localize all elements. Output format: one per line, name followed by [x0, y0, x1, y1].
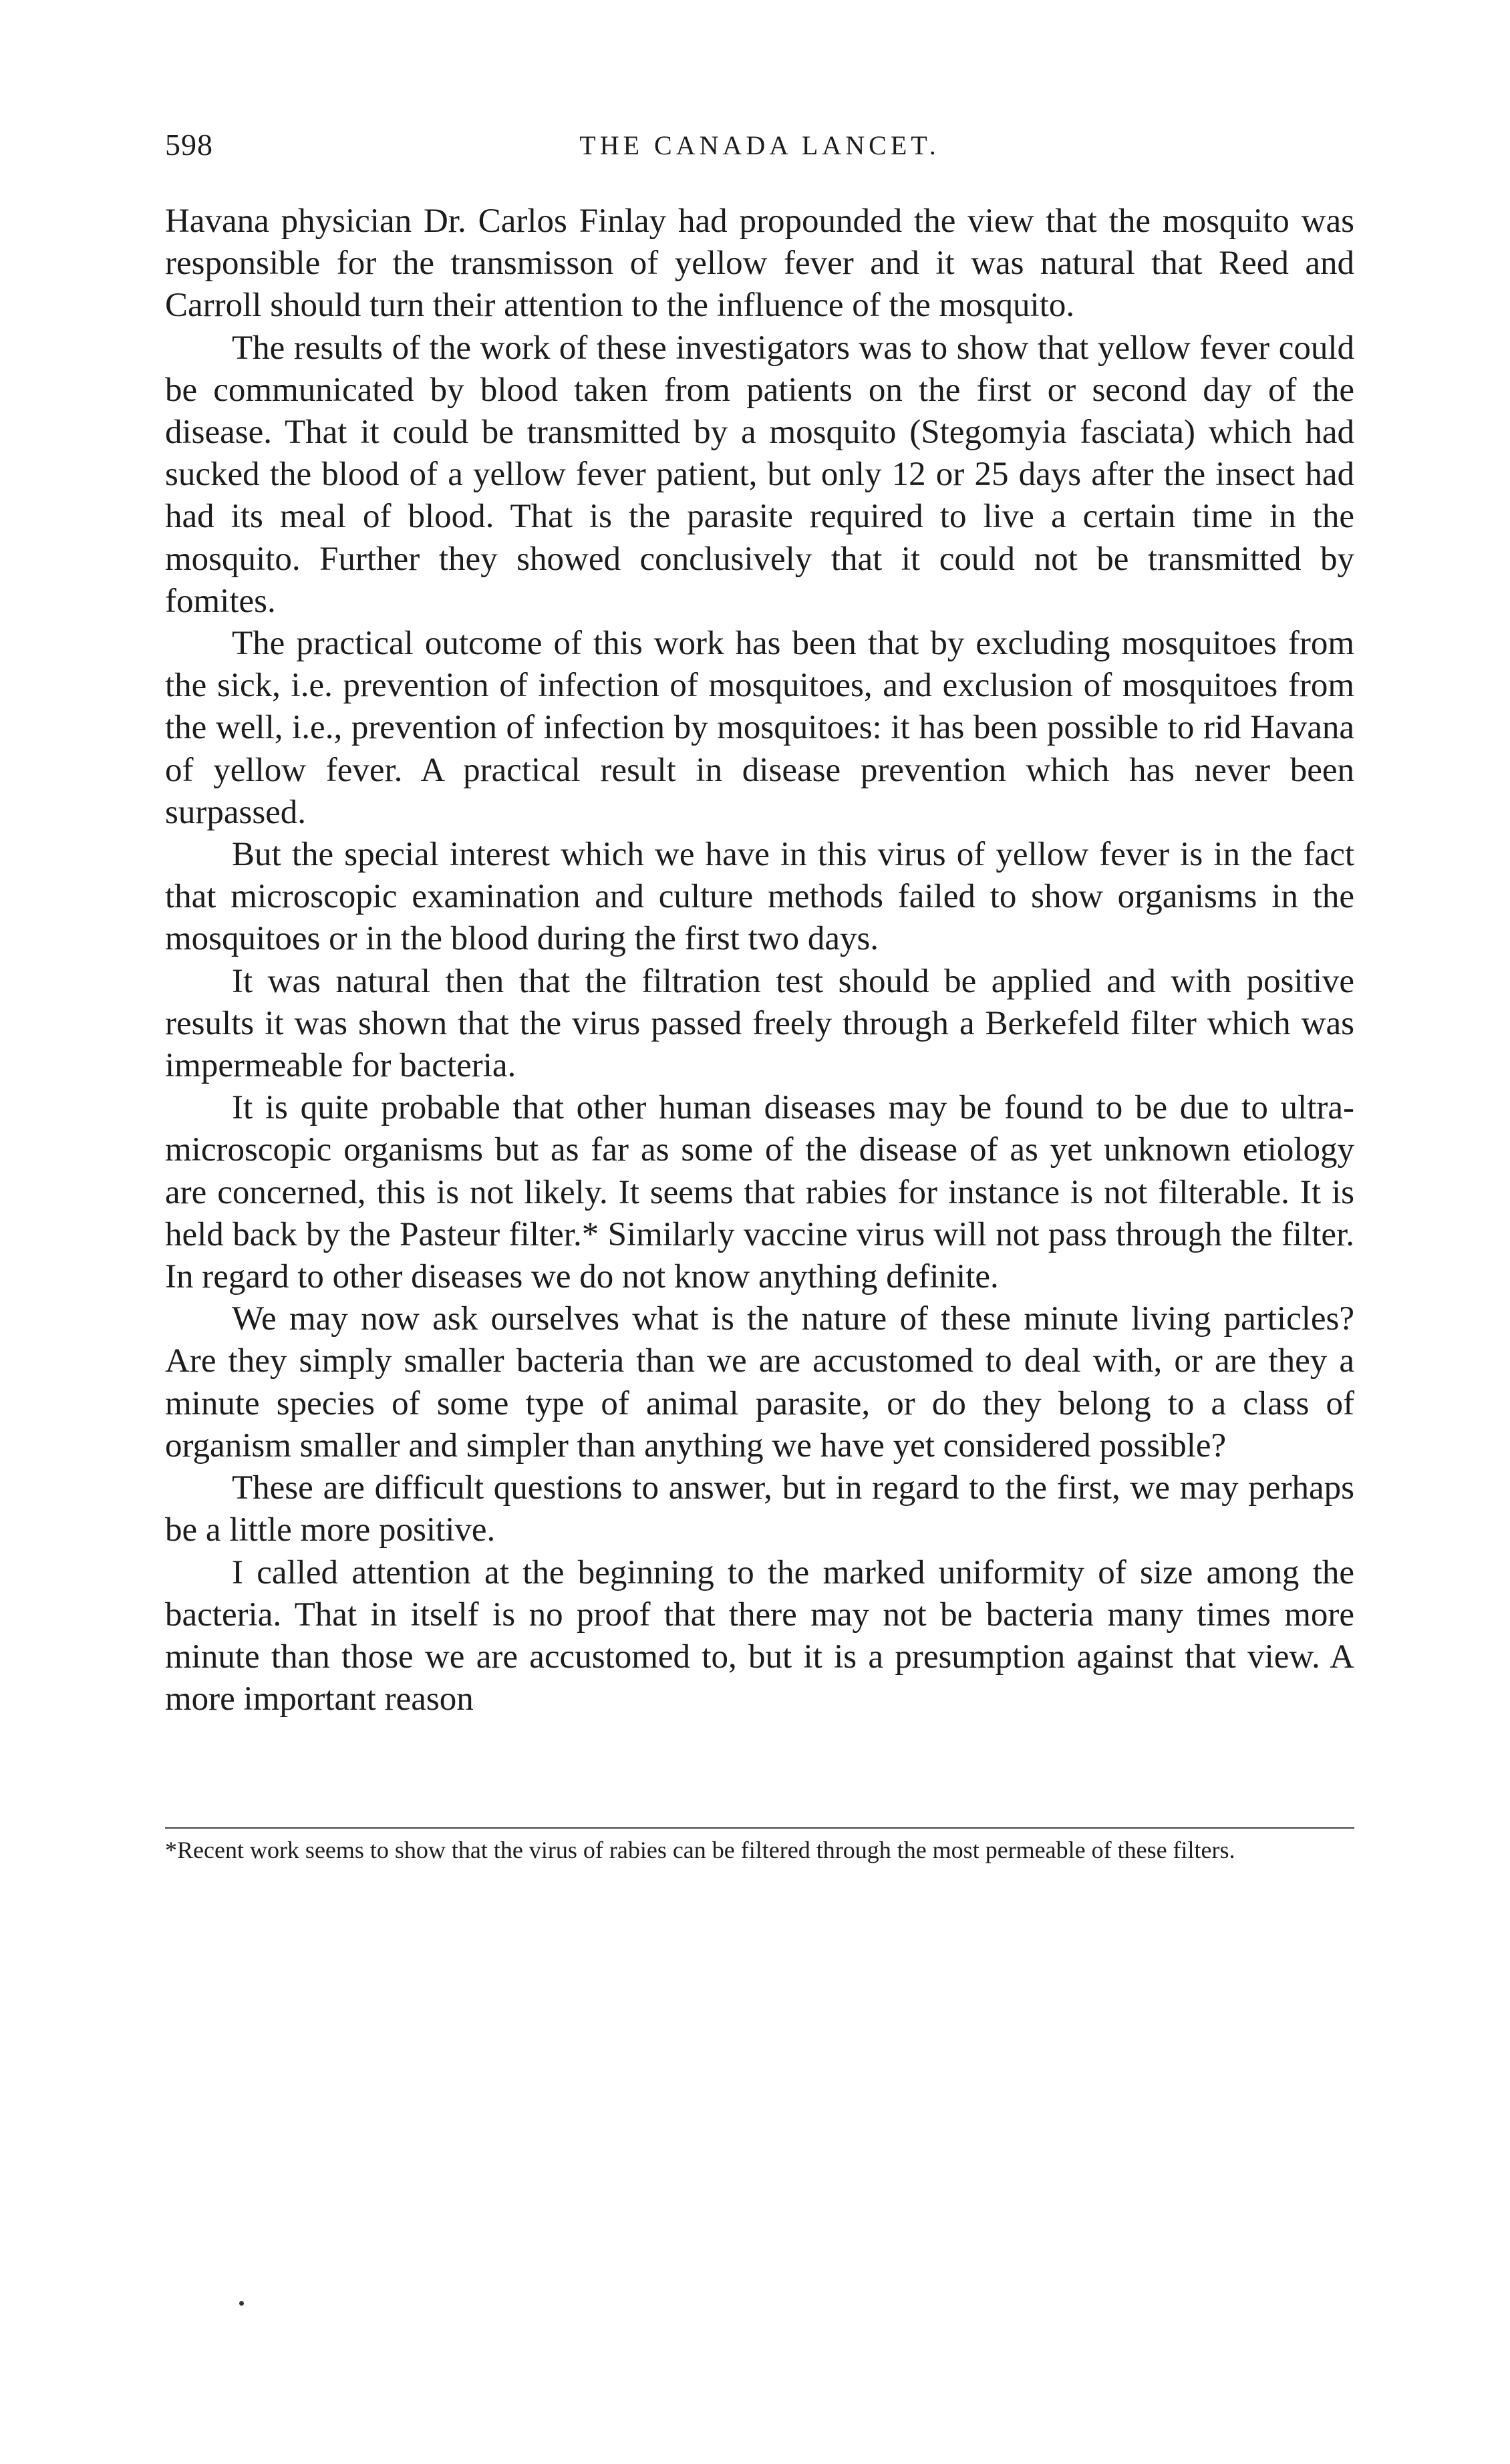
body-text [165, 200, 1354, 1720]
paragraph: These are difficult questions to answer, but in regard to the first, we may perhaps be a little more positive. [165, 1469, 1354, 1549]
ink-speck [239, 2301, 244, 2306]
footnote-rule [165, 1827, 1354, 1829]
page-number: 598 [165, 128, 213, 162]
running-head: THE CANADA LANCET. [579, 130, 940, 160]
footnote-text: Recent work seems to show that the virus of rabies can be filtered through the most permeable of these filters. [177, 1837, 1235, 1863]
paragraph: It was natural then that the filtration test should be applied and with positive results it was shown that the virus passed freely through a Berkefeld filter which was impermeable for bacteria. [165, 962, 1354, 1085]
paragraph: It is quite probable that other human diseases may be found to be due to ultra-microscopic organisms but as far as some of the disease of as yet unknown etiology are concerned, this is not likely. It seems that rabies for instance is not filterable. It is held back by the Pasteur filter.* Similarly vaccine virus will not pass through the filter. In regard to other diseases we do not know anything definite. [165, 1089, 1354, 1296]
paragraph: Havana physician Dr. Carlos Finlay had propounded the view that the mosquito was responsible for the transmisson of yellow fever and it was natural that Reed and Carroll should turn their attention to the influence of the mosquito. [165, 202, 1354, 325]
paragraph: We may now ask ourselves what is the nature of these minute living particles? Are they simply smaller bacteria than we are accustomed to deal with, or are they a minute species of some type of animal parasite, or do they belong to a class of organism smaller and simpler than anything we have yet considered possible? [165, 1300, 1354, 1465]
footnote-mark: * [165, 1837, 177, 1863]
paragraph: I called attention at the beginning to the marked uniformity of size among the bacteria. That in itself is no proof that there may not be bacteria many times more minute than those we are accustomed to, but it is a presumption against that view. A more important reason [165, 1553, 1354, 1718]
footnote [165, 1836, 1354, 1864]
page-header [165, 127, 1354, 174]
paragraph: The practical outcome of this work has been that by excluding mosquitoes from the sick, i.e. prevention of infection of mosquitoes, and exclusion of mosquitoes from the well, i.e., prevention of infection by mosquitoes: it has been possible to rid Havana of yellow fever. A practical result in disease prevention which has never been surpassed. [165, 625, 1354, 831]
paragraph: The results of the work of these investigators was to show that yellow fever could be communicated by blood taken from patients on the first or second day of the disease. That it could be transmitted by a mosquito (Stegomyia fasciata) which had sucked the blood of a yellow fever patient, but only 12 or 25 days after the insect had had its meal of blood. That is the parasite required to live a certain time in the mosquito. Further they showed conclusively that it could not be transmitted by fomites. [165, 329, 1354, 620]
paragraph: But the special interest which we have in this virus of yellow fever is in the fact that microscopic examination and culture methods failed to show organisms in the mosquitoes or in the blood during the first two days. [165, 836, 1354, 958]
